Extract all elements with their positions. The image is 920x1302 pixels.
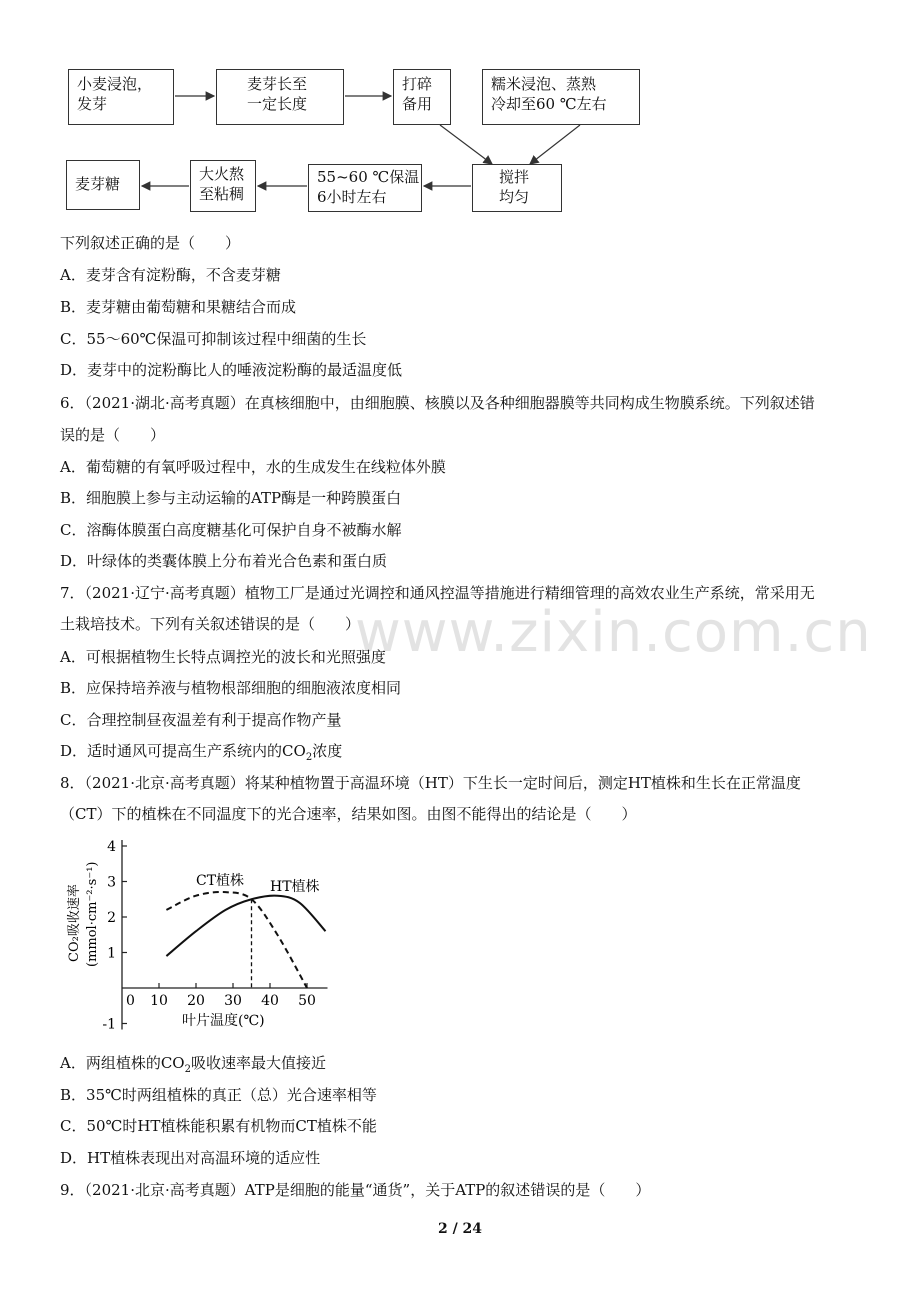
flow-step-2-line1: 麦芽长至 xyxy=(247,75,308,93)
q9-stem-line1: 9．（2021·北京·高考真题）ATP是细胞的能量“通货”，关于ATP的叙述错误的是（ ） xyxy=(60,1181,651,1199)
flow-step-4-line2: 冷却至60 ℃左右 xyxy=(491,95,607,113)
page-number: 2 / 24 xyxy=(437,1221,483,1237)
flow-step-2-line2: 一定长度 xyxy=(247,95,308,113)
flow-step-8-line1: 麦芽糖 xyxy=(75,175,121,193)
q8-stem-line2: （CT）下的植株在不同温度下的光合速率，结果如图。由图不能得出的结论是（ ） xyxy=(60,805,637,823)
q8-option-a-prefix: A．两组植株的CO xyxy=(60,1054,185,1072)
q7-option-c: C．合理控制昼夜温差有利于提高作物产量 xyxy=(60,711,342,729)
q6-option-a: A．葡萄糖的有氧呼吸过程中，水的生成发生在线粒体外膜 xyxy=(60,458,446,476)
q6-option-c: C．溶酶体膜蛋白高度糖基化可保护自身不被酶水解 xyxy=(60,521,402,539)
q6-option-d: D．叶绿体的类囊体膜上分布着光合色素和蛋白质 xyxy=(60,552,388,570)
flow-step-1-line2: 发芽 xyxy=(77,95,108,113)
arrow-4-5 xyxy=(530,125,580,164)
q7-option-d-prefix: D．适时通风可提高生产系统内的CO xyxy=(60,742,306,760)
flow-step-6-line2: 6小时左右 xyxy=(317,188,387,206)
q7-option-d-suffix: 浓度 xyxy=(312,742,343,760)
chart-ticks xyxy=(102,839,316,1033)
q8-option-a xyxy=(60,1053,326,1080)
q7-option-d xyxy=(60,741,342,768)
q8-option-a-suffix: 吸收速率最大值接近 xyxy=(190,1054,326,1072)
chart-x-tick-label: 20 xyxy=(187,993,205,1009)
flow-step-7-line1: 大火熬 xyxy=(199,165,245,183)
chart-x-tick-label: 10 xyxy=(150,993,168,1009)
chart-y-tick-label: 3 xyxy=(107,874,116,891)
q8-option-d: D．HT植株表现出对高温环境的适应性 xyxy=(60,1149,321,1167)
chart-y-label-line1: CO₂吸收速率 xyxy=(67,884,82,962)
photosynthesis-chart xyxy=(60,832,360,1040)
chart-series-label-ct: CT植株 xyxy=(196,873,245,889)
flow-step-5-line1: 搅拌 xyxy=(499,168,530,186)
q6-option-b: B．细胞膜上参与主动运输的ATP酶是一种跨膜蛋白 xyxy=(60,489,402,507)
flowchart-arrows xyxy=(0,0,920,230)
q7-option-a: A．可根据植物生长特点调控光的波长和光照强度 xyxy=(60,648,386,666)
q8-option-a-sub: 2 xyxy=(184,1064,191,1075)
q6-stem-line2: 误的是（ ） xyxy=(60,426,166,444)
flow-step-4-line1: 糯米浸泡、蒸熟 xyxy=(491,75,597,93)
flow-step-3-line1: 打碎 xyxy=(402,75,433,93)
q5-option-c: C．55～60℃保温可抑制该过程中细菌的生长 xyxy=(60,330,367,348)
q6-stem-line1: 6．（2021·湖北·高考真题）在真核细胞中，由细胞膜、核膜以及各种细胞器膜等共同构成生物膜系统。下列叙述错 xyxy=(60,394,815,412)
chart-y-label-line2: (mmol·cm⁻²·s⁻¹) xyxy=(85,861,100,967)
chart-x-tick-label: 40 xyxy=(261,993,279,1009)
chart-y-tick-label: 4 xyxy=(107,839,116,855)
flow-step-7-line2: 至粘稠 xyxy=(199,185,245,203)
q5-stem: 下列叙述正确的是（ ） xyxy=(60,234,241,252)
flow-step-6-line1: 55~60 ℃保温 xyxy=(317,168,420,186)
q8-stem-line1: 8．（2021·北京·高考真题）将某种植物置于高温环境（HT）下生长一定时间后，测定HT植株和生长在正常温度 xyxy=(60,774,801,792)
chart-series-label-ht: HT植株 xyxy=(270,879,320,895)
chart-series-ht-line xyxy=(166,896,325,956)
flow-step-1-line1: 小麦浸泡， xyxy=(77,75,153,93)
q7-option-d-sub: 2 xyxy=(305,752,313,763)
chart-y-tick-label: -1 xyxy=(102,1016,116,1033)
chart-x-label: 叶片温度(℃) xyxy=(182,1013,265,1029)
chart-y-tick-label: 1 xyxy=(107,945,116,962)
flow-step-3-line2: 备用 xyxy=(402,95,433,113)
q7-stem-line1: 7．（2021·辽宁·高考真题）植物工厂是通过光调控和通风控温等措施进行精细管理的高效农业生产系统，常采用无 xyxy=(60,584,815,602)
chart-series xyxy=(166,892,325,988)
flow-step-5-line2: 均匀 xyxy=(499,188,530,206)
arrow-3-5 xyxy=(440,125,492,164)
chart-x-tick-label: 30 xyxy=(224,993,242,1009)
q5-option-d: D．麦芽中的淀粉酶比人的唾液淀粉酶的最适温度低 xyxy=(60,361,403,379)
watermark: www.zixin.com.cn xyxy=(355,600,872,665)
chart-y-tick-label: 2 xyxy=(107,910,116,926)
q5-option-a: A．麦芽含有淀粉酶，不含麦芽糖 xyxy=(60,266,281,284)
q7-stem-line2: 土栽培技术。下列有关叙述错误的是（ ） xyxy=(60,615,361,633)
chart-x-tick-label: 0 xyxy=(126,993,135,1009)
q8-option-c: C．50℃时HT植株能积累有机物而CT植株不能 xyxy=(60,1117,377,1135)
q8-option-b: B．35℃时两组植株的真正（总）光合速率相等 xyxy=(60,1086,377,1104)
q5-option-b: B．麦芽糖由葡萄糖和果糖结合而成 xyxy=(60,298,297,316)
chart-x-tick-label: 50 xyxy=(298,993,316,1009)
q7-option-b: B．应保持培养液与植物根部细胞的细胞液浓度相同 xyxy=(60,679,402,697)
chart-series-ct-line xyxy=(166,892,307,988)
